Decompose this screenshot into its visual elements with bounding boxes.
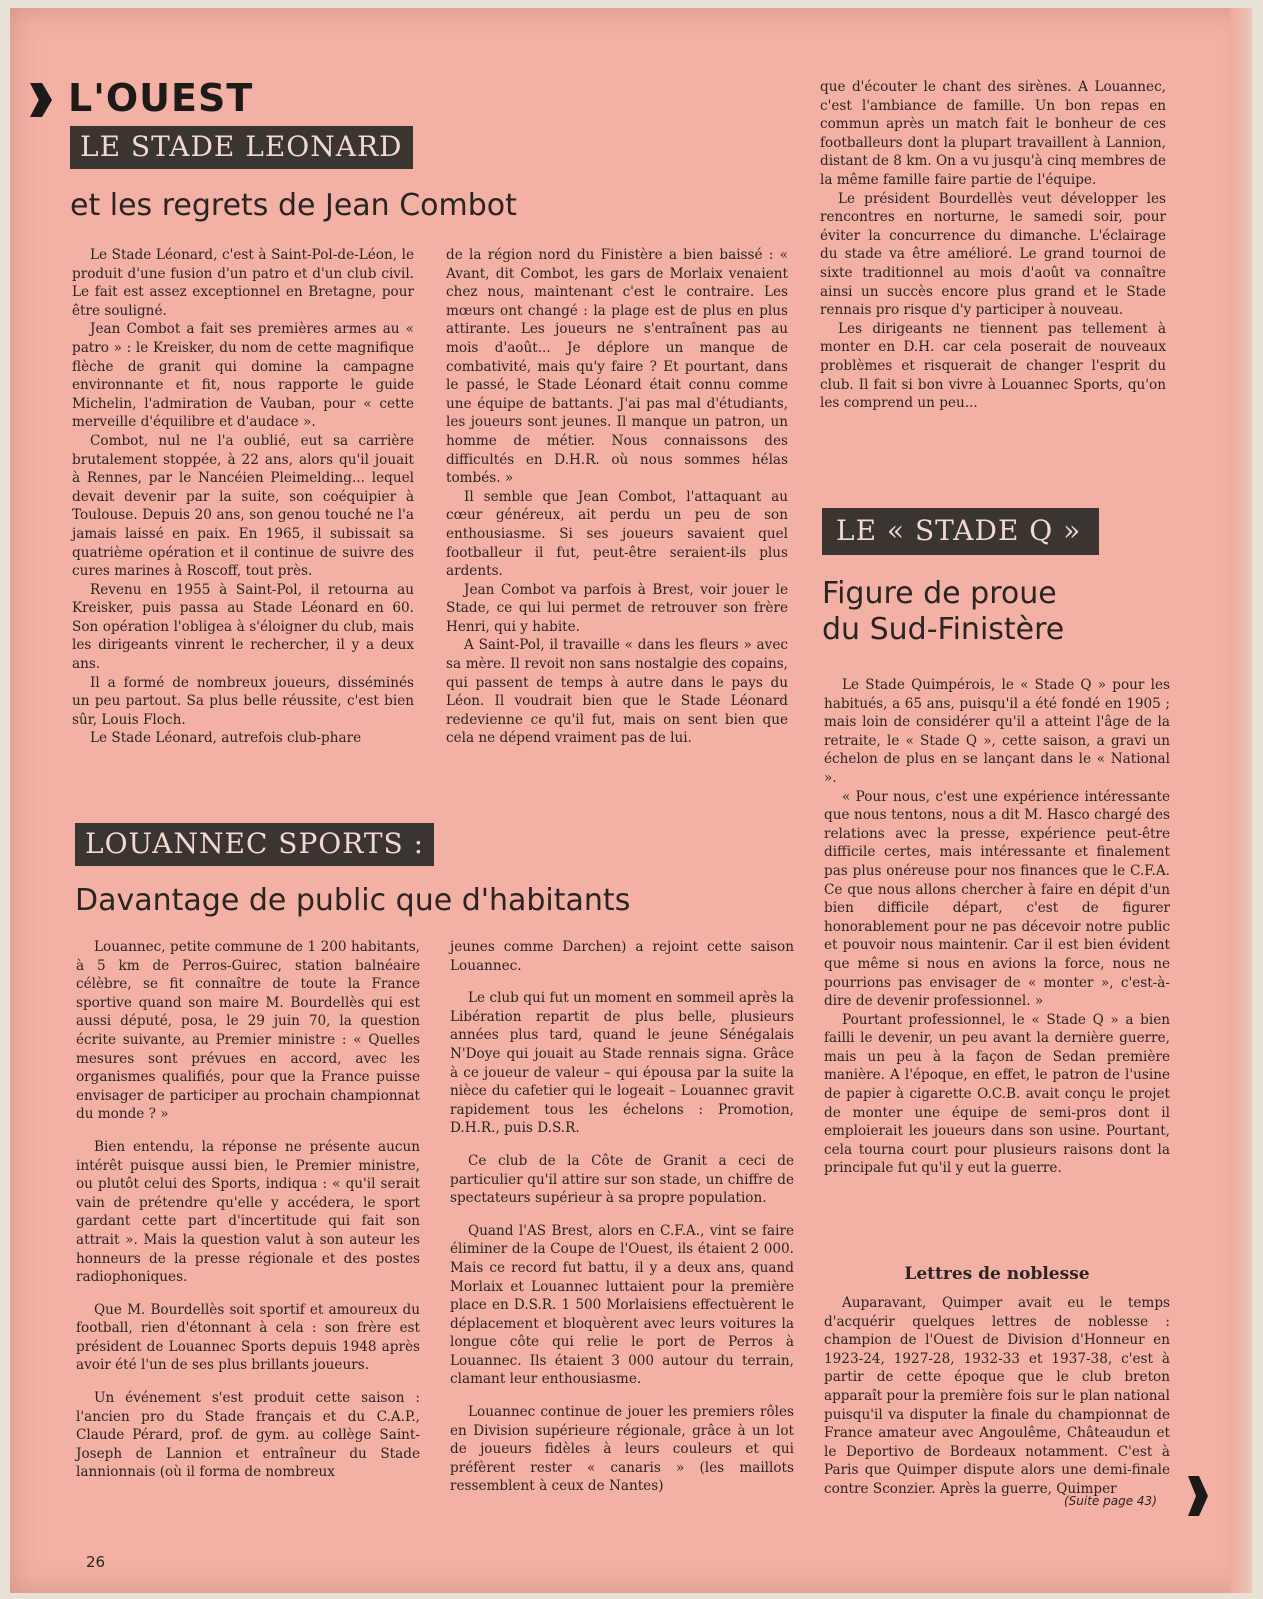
headline-louannec: Davantage de public que d'habitants bbox=[75, 883, 631, 918]
headline-stade-q-line2: du Sud-Finistère bbox=[822, 612, 1065, 647]
paragraph: Ce club de la Côte de Granit a ceci de particulier qu'il attire sur son stade, un chiffre de spectateurs supérieur à sa propre population. bbox=[450, 1152, 794, 1207]
banner-stade-leonard: LE STADE LEONARD bbox=[70, 126, 413, 169]
banner-louannec: LOUANNEC SPORTS : bbox=[75, 823, 434, 866]
paragraph: Le Stade Quimpérois, le « Stade Q » pour les habitués, a 65 ans, puisqu'il a été fondé en 1905 ; mais loin de considérer qu'il a atteint l'âge de la retraite, le « Stade Q », cette saison, a gravi un échelon de plus en se lançant dans le « National ». bbox=[824, 677, 1170, 786]
paragraph: Jean Combot a fait ses premières armes au « patro » : le Kreisker, du nom de cette magnifique flèche de granit qui domine la campagne environnante et fit, nous rapporte le guide Michelin, l'admiration de Vauban, pour « cette merveille d'équilibre et d'audace ». bbox=[72, 321, 414, 431]
banner-stade-q: LE « STADE Q » bbox=[822, 508, 1099, 555]
paragraph: Auparavant, Quimper avait eu le temps d'acquérir quelques lettres de noblesse : champion de l'Ouest de Division d'Honneur en 1923-24, 1927-28, 1932-33 et 1937-38, c'est à partir de cette époque que le club breton apparaît pour la première fois sur le plan national puisqu'il va disputer la finale du championnat de France amateur avec Angoulême, Châteaudun et le Deportivo de Bordeaux notamment. C'est à Paris que Quimper dispute alors une demi-finale contre Sconzier. Après la guerre, Quimper bbox=[824, 1295, 1170, 1497]
column-stade-q bbox=[824, 676, 1170, 1178]
paragraph: Jean Combot va parfois à Brest, voir jouer le Stade, ce qui lui permet de retrouver son frère Henri, qui y habite. bbox=[446, 581, 788, 635]
page-number: 26 bbox=[86, 1553, 106, 1571]
paragraph: Il semble que Jean Combot, l'attaquant au cœur généreux, ait perdu un peu de son enthousiasme. Si ses joueurs savaient quel footballeur il fut, peut-être seraient-ils plus ardents. bbox=[446, 488, 788, 580]
paragraph: Le Stade Léonard, c'est à Saint-Pol-de-Léon, le produit d'une fusion d'un patro et d'un club civil. Le fait est assez exceptionnel en Bretagne, pour être souligné. bbox=[72, 247, 414, 319]
headline-stade-q-line1: Figure de proue bbox=[822, 576, 1057, 611]
paragraph: Quand l'AS Brest, alors en C.F.A., vint se faire éliminer de la Coupe de l'Ouest, ils étaient 2 000. Mais ce record fut battu, il y a deux ans, quand Morlaix et Louannec luttaient pour la première place en D.S.R. 1 500 Morlaisiens effectuèrent le déplacement et bloquèrent avec leurs voitures la longue côte qui relie le port de Perros à Louannec. Ils étaient 3 000 autour du terrain, clamant leur enthousiasme. bbox=[450, 1222, 794, 1388]
paragraph: Le club qui fut un moment en sommeil après la Libération repartit de plus belle, plusieurs années plus tard, quand le jeune Sénégalais N'Doye qui jouait au Stade rennais signa. Grâce à ce joueur de valeur – qui épousa par la suite la nièce du cafetier qui le logeait – Louannec gravit rapidement tous les échelons : Promotion, D.H.R., puis D.S.R. bbox=[450, 990, 794, 1137]
magazine-page bbox=[10, 8, 1252, 1593]
paragraph: jeunes comme Darchen) a rejoint cette saison Louannec. bbox=[450, 939, 794, 974]
paragraph: Pourtant professionnel, le « Stade Q » a bien failli le devenir, un peu avant la dernière guerre, mais un peu à la façon de Sedan première manière. A l'époque, en effet, le patron de l'usine de papier à cigarette O.C.B. avait conçu le projet de monter une équipe de semi-pros dont il emploierait les joueurs dans son usine. Pourtant, cela tourna court pour plusieurs raisons dont la principale fut qu'il y eut la guerre. bbox=[824, 1011, 1170, 1177]
paragraph: Revenu en 1955 à Saint-Pol, il retourna au Kreisker, puis passa au Stade Léonard en 60. Son opération l'obligea à s'éloigner du club, mais les dirigeants vinrent le rechercher, il y a deux ans. bbox=[72, 581, 414, 673]
paragraph: que d'écouter le chant des sirènes. A Louannec, c'est l'ambiance de famille. Un bon repas en commun après un match fait le bonheur de ces footballeurs dont la plupart travaillent à Lannion, distant de 8 km. On a vu jusqu'à cinq membres de la même famille faire partie de l'équipe. bbox=[820, 79, 1166, 188]
subhead-lettres-de-noblesse: Lettres de noblesse bbox=[904, 1264, 1090, 1284]
section-title: L'OUEST bbox=[68, 76, 254, 120]
paragraph: Un événement s'est produit cette saison : l'ancien pro du Stade français et du C.A.P., Claude Pérard, prof. de gym. au collège Saint-Joseph de Lannion et entraîneur du Stade lannionnais (où il forma de nombreux bbox=[76, 1390, 420, 1481]
paragraph: Le président Bourdellès veut développer les rencontres en norturne, le samedi soir, pour éviter la concurrence du dimanche. L'éclairage du stade va être amélioré. Le grand tournoi de sixte traditionnel au mois d'août va connaître ainsi un succès encore plus grand et le Stade rennais pro risque d'y participer à nouveau. bbox=[820, 190, 1166, 319]
column-louannec-1 bbox=[76, 938, 420, 1496]
paragraph: Louannec, petite commune de 1 200 habitants, à 5 km de Perros-Guirec, station balnéaire célèbre, se fit connaître de toute la France sportive quand son maire M. Bourdellès qui est aussi député, posa, le 29 juin 70, la question écrite suivante, au Premier ministre : « Quelles mesures sont prévues en accord, avec les organismes qualifiés, pour que la France puisse envisager de participer au prochain championnat du monde ? » bbox=[76, 939, 420, 1123]
paragraph: Combot, nul ne l'a oublié, eut sa carrière brutalement stoppée, à 22 ans, alors qu'il jouait à Rennes, par le Nancéien Pleimelding... lequel devait devenir par la suite, son coéquipier à Toulouse. Depuis 20 ans, son genou touché ne l'a jamais laissé en paix. En 1965, il subissait sa quatrième opération et il continue de suivre des cures marines à Roscoff, tout près. bbox=[72, 432, 414, 580]
column-louannec-3 bbox=[820, 78, 1166, 413]
paragraph: Les dirigeants ne tiennent pas tellement à monter en D.H. car cela poserait de nouveaux problèmes et risquerait de changer l'esprit du club. Il fait si bon vivre à Louannec Sports, qu'on les comprend un peu... bbox=[820, 320, 1166, 412]
headline-stade-leonard: et les regrets de Jean Combot bbox=[70, 188, 517, 223]
paragraph: Le Stade Léonard, autrefois club-phare bbox=[90, 730, 362, 747]
paragraph: de la région nord du Finistère a bien baissé : « Avant, dit Combot, les gars de Morlaix venaient chez nous, maintenant c'est le contraire. Les mœurs ont changé : la plage est de plus en plus attirante. Les joueurs ne s'entraînent pas au mois d'août... Je déplore un manque de combativité, mais qu'y faire ? Et pourtant, dans le passé, le Stade Léonard était connu comme une équipe de battants. J'ai pas mal d'étudiants, les joueurs sont jeunes. Il manque un patron, un homme de métier. Nous connaissons des difficultés en D.H.R. où nous sommes hélas tombés. » bbox=[446, 247, 788, 487]
paragraph: « Pour nous, c'est une expérience intéressante que nous tentons, nous a dit M. Hasco chargé des relations avec la presse, expérience peut-être difficile certes, mais intéressante et finalement pas plus onéreuse pour nos finances que le C.F.A. Ce que nous allons chercher à faire en dépit d'un bien difficile départ, c'est de figurer honorablement pour ne pas décevoir notre public et pouvoir nous maintenir. Car il est bien évident que même si nous en avions la force, nous ne pourrions pas envisager de « monter », c'est-à-dire de devenir professionnel. » bbox=[824, 788, 1170, 1010]
page-edge bbox=[1230, 8, 1252, 1593]
column-leonard-2 bbox=[446, 246, 788, 748]
paragraph: A Saint-Pol, il travaille « dans les fleurs » avec sa mère. Il revoit non sans nostalgie des copains, qui passent de temps à autre dans le pays du Léon. Il voudrait bien que le Stade Léonard redevienne ce qu'il fut, mais on sent bien que cela ne dépend vraiment pas de lui. bbox=[446, 637, 788, 747]
paragraph: Louannec continue de jouer les premiers rôles en Division supérieure régionale, grâce à un lot de joueurs fidèles à leurs couleurs et qui préfèrent rester « canaris » (les maillots ressemblent à ceux de Nantes) bbox=[450, 1404, 794, 1495]
continued-note: (Suite page 43) bbox=[1064, 1494, 1157, 1508]
column-stade-q-after bbox=[824, 1294, 1170, 1499]
paragraph: Il a formé de nombreux joueurs, disséminés un peu partout. Sa plus belle réussite, c'est bien sûr, Louis Floch. bbox=[72, 674, 414, 728]
column-louannec-2 bbox=[450, 938, 794, 1510]
continue-arrow-icon bbox=[1188, 1476, 1208, 1516]
section-chevron-icon bbox=[30, 83, 52, 117]
paragraph: Que M. Bourdellès soit sportif et amoureux du football, rien d'étonnant à cela : son frère est président de Louannec Sports depuis 1948 après avoir été l'un de ses plus brillants joueurs. bbox=[76, 1301, 420, 1374]
paragraph: Bien entendu, la réponse ne présente aucun intérêt puisque aussi bien, le Premier ministre, ou plutôt celui des Sports, indiqua : « qu'il serait vain de prétendre qu'elle y accédera, le sport gardant cette part d'incertitude qui fait son attrait ». Mais la question valut à son auteur les honneurs de la presse régionale et des postes radiophoniques. bbox=[76, 1138, 420, 1286]
column-leonard-1 bbox=[72, 246, 414, 748]
